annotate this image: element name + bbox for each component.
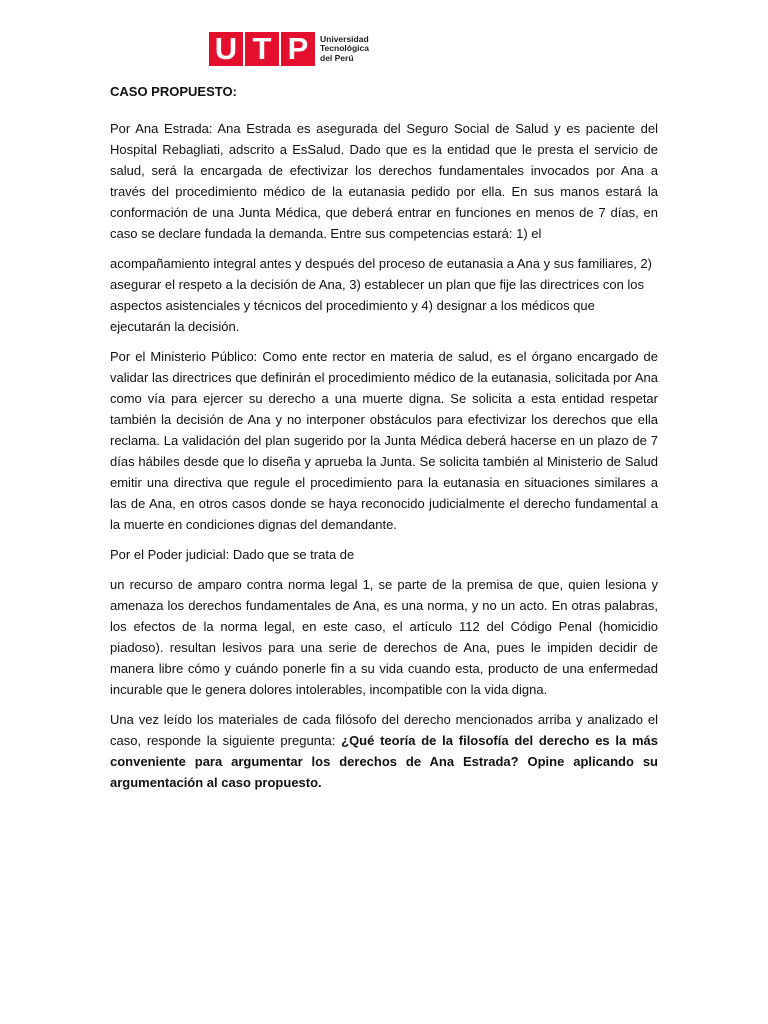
logo-text-line-3: del Perú (320, 52, 354, 63)
utp-logo (209, 32, 369, 66)
logo-text-line-2: Tecnológica (320, 43, 369, 54)
paragraph-poder-judicial: Por el Poder judicial: Dado que se trata de (110, 547, 355, 562)
paragraph-recurso-amparo: un recurso de amparo contra norma legal 1, se parte de la premisa de que, quien lesiona y amenaza los derechos fundamentales de Ana, es una norma, y no un acto. En otras palabras, los efectos de la norma legal, en este caso, el artículo 112 del Código Penal (homicidio piadoso). resultan lesivos para una serie de derechos de Ana, pues le impiden decidir de manera libre cómo y cuándo ponerle fin a su vida cuando esta, producto de una enfermedad incurable que le genera dolores intolerables, incompatible con la vida digna. (110, 577, 658, 697)
logo-letter-u: U (214, 31, 238, 66)
paragraph-ministerio-publico: Por el Ministerio Público: Como ente rector en materia de salud, es el órgano encargado de validar las directrices que definirán el procedimiento médico de la eutanasia, solicitada por Ana como vía para ejercer su derecho a una muerte digna. Se solicita a esta entidad respetar también la decisión de Ana y no interponer obstáculos para efectivizar los derechos que ella reclama. La validación del plan sugerido por la Junta Médica deberá hacerse en un plazo de 7 días hábiles desde que lo diseña y aprueba la Junta. Se solicita también al Ministerio de Salud emitir una directiva que regule el procedimiento para la eutanasia en situaciones similares a las de Ana, en otros casos donde se haya reconocido judicialmente el derecho fundamental a la muerte en condiciones dignas del demandante. (110, 349, 658, 532)
closing-intro: Una vez leído los materiales de cada filósofo del derecho mencionados arriba y analizado el caso, responde la siguiente pregunta: (110, 712, 658, 748)
paragraph-ana-estrada: Por Ana Estrada: Ana Estrada es asegurada del Seguro Social de Salud y es paciente del Hospital Rebagliati, adscrito a EsSalud. Dado que es la entidad que le presta el servicio de salud, será la encargada de efectivizar los derechos fundamentales invocados por Ana a través del procedimiento médico de la eutanasia pedido por ella. En sus manos estará la conformación de una Junta Médica, que deberá entrar en funciones en menos de 7 días, en caso se declare fundada la demanda. Entre sus competencias estará: 1) el (110, 121, 658, 241)
logo-wordmark (320, 35, 369, 64)
utp-logo-mark (209, 32, 315, 66)
document-body (110, 84, 658, 802)
logo-letter-p: P (287, 31, 309, 66)
paragraph-closing (110, 709, 658, 793)
logo-text-line-1: Universidad (320, 33, 369, 44)
paragraph-competencias: acompañamiento integral antes y después del proceso de eutanasia a Ana y sus familiares, 2) asegurar el respeto a la decisión de Ana, 3) establecer un plan que fije las directrices con los aspectos asistenciales y técnicos del procedimiento y 4) designar a los médicos que ejecutarán la decisión. (110, 256, 652, 334)
document-title: CASO PROPUESTO: (110, 84, 237, 99)
logo-letter-t: T (252, 31, 272, 66)
closing-question: ¿Qué teoría de la filosofía del derecho es la más conveniente para argumentar los derechos de Ana Estrada? Opine aplicando su argumentación al caso propuesto. (110, 733, 659, 790)
